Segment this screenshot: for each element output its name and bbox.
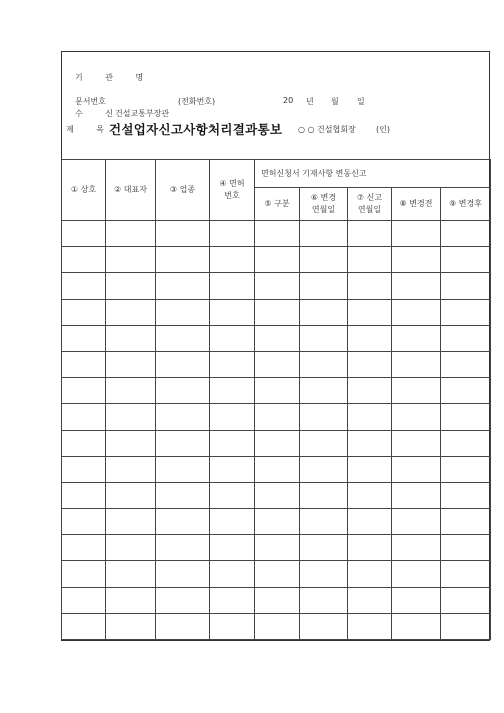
table-cell <box>156 221 210 247</box>
table-cell <box>392 247 441 273</box>
header-representative: ② 대표자 <box>106 160 156 221</box>
table-cell <box>348 482 392 508</box>
table-cell <box>62 378 106 404</box>
table-cell <box>156 535 210 561</box>
table-row <box>62 273 491 299</box>
table-cell <box>156 247 210 273</box>
table-cell <box>62 535 106 561</box>
table-cell <box>62 299 106 325</box>
table-cell <box>392 482 441 508</box>
table-cell <box>106 299 156 325</box>
table-cell <box>392 221 441 247</box>
table-cell <box>62 561 106 587</box>
table-cell <box>210 247 255 273</box>
table-cell <box>392 378 441 404</box>
table-cell <box>348 221 392 247</box>
table-cell <box>441 561 491 587</box>
table-cell <box>106 613 156 639</box>
table-cell <box>300 430 348 456</box>
table-cell <box>62 613 106 639</box>
table-cell <box>156 587 210 613</box>
table-cell <box>156 430 210 456</box>
table-cell <box>156 273 210 299</box>
table-cell <box>300 273 348 299</box>
header-report-date-line2: 연월일 <box>357 205 382 214</box>
table-cell <box>255 535 300 561</box>
table-cell <box>441 299 491 325</box>
table-cell <box>300 613 348 639</box>
year-unit: 년 <box>306 97 314 106</box>
table-cell <box>106 273 156 299</box>
table-cell <box>210 535 255 561</box>
table-cell <box>392 535 441 561</box>
table-row <box>62 325 491 351</box>
table-cell <box>348 404 392 430</box>
table-cell <box>441 482 491 508</box>
table-cell <box>255 404 300 430</box>
table-cell <box>62 221 106 247</box>
table-cell <box>300 325 348 351</box>
month-unit: 월 <box>331 97 339 106</box>
table-cell <box>106 482 156 508</box>
table-cell <box>255 456 300 482</box>
table-cell <box>348 430 392 456</box>
table-cell <box>106 404 156 430</box>
header-license-number-line2: 번호 <box>224 191 240 200</box>
header-business-type: ③ 업종 <box>156 160 210 221</box>
table-cell <box>441 325 491 351</box>
table-cell <box>348 456 392 482</box>
table-cell <box>392 613 441 639</box>
table-row <box>62 299 491 325</box>
table-row <box>62 430 491 456</box>
table-cell <box>255 430 300 456</box>
table-cell <box>106 535 156 561</box>
table-cell <box>300 378 348 404</box>
table-cell <box>348 587 392 613</box>
table-row <box>62 247 491 273</box>
table-cell <box>210 482 255 508</box>
table-cell <box>441 613 491 639</box>
table-cell <box>300 247 348 273</box>
table-cell <box>156 404 210 430</box>
table-cell <box>106 561 156 587</box>
table-cell <box>210 613 255 639</box>
table-cell <box>62 456 106 482</box>
table-row <box>62 613 491 639</box>
table-cell <box>300 299 348 325</box>
table-cell <box>348 535 392 561</box>
agency-label: 기 관 명 <box>75 73 154 82</box>
table-cell <box>392 299 441 325</box>
table-cell <box>62 325 106 351</box>
table-cell <box>156 325 210 351</box>
header-license-number <box>210 160 255 221</box>
recipient-label: 수 신 <box>75 109 123 118</box>
table-cell <box>210 325 255 351</box>
table-cell <box>255 325 300 351</box>
table-cell <box>255 221 300 247</box>
table-cell <box>156 613 210 639</box>
table-cell <box>255 509 300 535</box>
table-cell <box>210 509 255 535</box>
table-row <box>62 561 491 587</box>
table-cell <box>62 587 106 613</box>
table-cell <box>106 351 156 377</box>
table-cell <box>255 561 300 587</box>
table-cell <box>255 613 300 639</box>
phone-label: (전화번호) <box>178 97 216 106</box>
table-cell <box>106 325 156 351</box>
table-cell <box>300 482 348 508</box>
table-cell <box>62 404 106 430</box>
table-cell <box>392 325 441 351</box>
table-cell <box>348 247 392 273</box>
table-cell <box>62 482 106 508</box>
table-cell <box>348 613 392 639</box>
table-cell <box>255 378 300 404</box>
table-cell <box>62 430 106 456</box>
table-row <box>62 456 491 482</box>
table-row <box>62 509 491 535</box>
table-cell <box>255 351 300 377</box>
header-before-change: ⑧ 변경전 <box>392 188 441 221</box>
header-company: ① 상호 <box>62 160 106 221</box>
table-cell <box>210 221 255 247</box>
table-row <box>62 378 491 404</box>
header-report-date <box>348 188 392 221</box>
table-cell <box>441 587 491 613</box>
header-after-change: ⑨ 변경후 <box>441 188 491 221</box>
table-cell <box>300 535 348 561</box>
sender-name: ○ ○ 건설협회장 <box>298 125 356 134</box>
table-cell <box>210 404 255 430</box>
table-cell <box>210 587 255 613</box>
table-row <box>62 351 491 377</box>
table-header-row <box>62 160 491 188</box>
recipient-value: 건설교통부장관 <box>115 109 170 118</box>
table-cell <box>392 587 441 613</box>
header-license-number-line1: ④ 면허 <box>219 179 245 188</box>
table-cell <box>255 587 300 613</box>
table-cell <box>300 404 348 430</box>
header-change-date <box>300 188 348 221</box>
table-cell <box>348 378 392 404</box>
table-cell <box>255 482 300 508</box>
table-cell <box>156 482 210 508</box>
table-cell <box>348 299 392 325</box>
report-table <box>61 159 491 640</box>
table-cell <box>156 351 210 377</box>
table-cell <box>106 221 156 247</box>
header-change-report-group: 면허신청서 기재사항 변동신고 <box>255 160 491 188</box>
table-cell <box>255 247 300 273</box>
table-cell <box>392 351 441 377</box>
header-change-date-line1: ⑥ 변경 <box>310 193 337 202</box>
table-cell <box>62 351 106 377</box>
table-cell <box>106 456 156 482</box>
table-row <box>62 221 491 247</box>
table-cell <box>300 561 348 587</box>
header-change-date-line2: 연월일 <box>311 205 336 214</box>
header-report-date-line1: ⑦ 신고 <box>356 193 383 202</box>
table-cell <box>392 430 441 456</box>
seal-mark: (인) <box>376 125 390 134</box>
table-cell <box>106 587 156 613</box>
table-cell <box>210 351 255 377</box>
table-cell <box>441 247 491 273</box>
table-cell <box>62 273 106 299</box>
table-cell <box>300 587 348 613</box>
table-cell <box>441 509 491 535</box>
table-cell <box>156 509 210 535</box>
table-cell <box>441 273 491 299</box>
table-cell <box>210 299 255 325</box>
table-cell <box>392 456 441 482</box>
table-cell <box>300 509 348 535</box>
table-cell <box>441 378 491 404</box>
table-cell <box>392 561 441 587</box>
table-cell <box>441 404 491 430</box>
table-cell <box>156 456 210 482</box>
table-cell <box>441 221 491 247</box>
table-cell <box>392 509 441 535</box>
table-cell <box>348 351 392 377</box>
subject-label: 제 목 <box>66 125 114 134</box>
table-cell <box>441 430 491 456</box>
table-cell <box>300 221 348 247</box>
table-cell <box>106 247 156 273</box>
table-cell <box>156 561 210 587</box>
subject-title: 건설업자신고사항처리결과통보 <box>109 122 283 137</box>
table-row <box>62 587 491 613</box>
day-unit: 일 <box>357 97 365 106</box>
table-cell <box>392 404 441 430</box>
table-row <box>62 482 491 508</box>
table-cell <box>156 378 210 404</box>
table-cell <box>441 456 491 482</box>
table-cell <box>300 351 348 377</box>
table-cell <box>441 351 491 377</box>
table-cell <box>210 273 255 299</box>
table-cell <box>210 430 255 456</box>
table-cell <box>210 456 255 482</box>
header-category: ⑤ 구분 <box>255 188 300 221</box>
table-cell <box>255 299 300 325</box>
table-cell <box>62 247 106 273</box>
table-cell <box>255 273 300 299</box>
year-prefix: 20 <box>283 96 294 105</box>
table-row <box>62 404 491 430</box>
table-cell <box>348 273 392 299</box>
table-cell <box>210 378 255 404</box>
table-cell <box>348 325 392 351</box>
table-cell <box>392 273 441 299</box>
table-row <box>62 535 491 561</box>
table-cell <box>62 509 106 535</box>
table-cell <box>156 299 210 325</box>
table-cell <box>441 535 491 561</box>
doc-number-label: 문서번호 <box>75 97 106 106</box>
table-cell <box>210 561 255 587</box>
table-cell <box>348 561 392 587</box>
table-cell <box>300 456 348 482</box>
table-cell <box>106 378 156 404</box>
table-cell <box>106 509 156 535</box>
table-cell <box>348 509 392 535</box>
table-cell <box>106 430 156 456</box>
